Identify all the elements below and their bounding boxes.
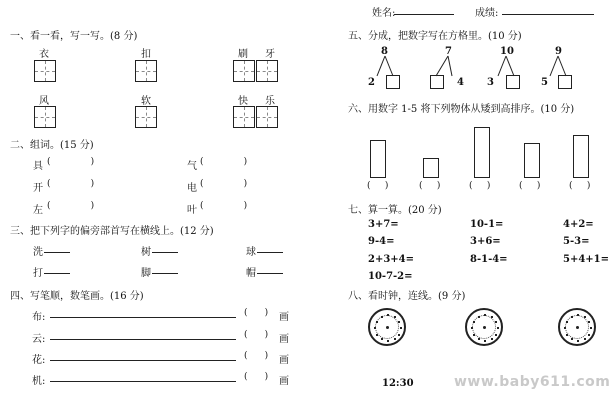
radical-line[interactable] (44, 273, 70, 274)
char-label: 风 (39, 96, 49, 107)
radical-line[interactable] (152, 273, 178, 274)
stroke-count-parens[interactable]: ( ) (244, 372, 269, 382)
unit-label: 画 (279, 312, 289, 323)
name-line[interactable] (394, 14, 454, 15)
height-bar (524, 143, 540, 178)
clock-tick (590, 327, 592, 329)
height-bar (474, 127, 490, 178)
clock-tick (577, 314, 579, 316)
split-given-number: 5 (541, 77, 548, 88)
split-given-number: 2 (368, 77, 375, 88)
stroke-char: 花: (32, 355, 46, 366)
clock-tick (394, 316, 396, 318)
answer-parens[interactable]: ( ) (47, 201, 95, 211)
clock-tick (400, 327, 402, 329)
radical-char: 树 (141, 247, 151, 258)
radical-char: 打 (33, 268, 43, 279)
clock-icon[interactable] (465, 308, 503, 346)
writing-grid[interactable] (34, 106, 56, 128)
clock-tick (387, 314, 389, 316)
stroke-char: 机: (32, 376, 46, 387)
clock-tick (473, 321, 475, 323)
char-label: 刷 (238, 49, 248, 60)
clock-tick (566, 321, 568, 323)
writing-grid[interactable] (256, 60, 278, 82)
height-bar (423, 158, 439, 178)
clock-icon[interactable] (558, 308, 596, 346)
clock-tick (473, 334, 475, 336)
stroke-line[interactable] (50, 381, 236, 382)
char-label: 牙 (265, 49, 275, 60)
clock-tick (566, 334, 568, 336)
name-label: 姓名: (372, 8, 396, 19)
radical-char: 球 (246, 247, 256, 258)
equation[interactable]: 3+7= (368, 219, 399, 230)
answer-parens[interactable]: ( ) (200, 201, 248, 211)
rank-parens[interactable]: ( ) (419, 181, 441, 191)
radical-line[interactable] (44, 252, 70, 253)
answer-parens[interactable]: ( ) (200, 179, 248, 189)
stroke-char: 云: (32, 334, 46, 345)
writing-grid[interactable] (233, 60, 255, 82)
height-bar (573, 135, 589, 178)
clock-tick (387, 340, 389, 342)
stroke-line[interactable] (50, 339, 236, 340)
section3-title: 三、把下列字的偏旁部首写在横线上。(12 分) (10, 226, 214, 237)
watermark: www.baby611.com (454, 374, 610, 390)
split-given-number: 4 (457, 77, 464, 88)
stroke-line[interactable] (50, 360, 236, 361)
clock-tick (497, 327, 499, 329)
clock-tick (478, 338, 480, 340)
equation[interactable]: 4+2= (563, 219, 594, 230)
stroke-count-parens[interactable]: ( ) (244, 330, 269, 340)
clock-tick (398, 321, 400, 323)
split-top-number: 7 (445, 46, 452, 57)
word-char: 具 (33, 161, 43, 172)
char-label: 软 (141, 96, 151, 107)
section2-title: 二、组词。(15 分) (10, 140, 94, 151)
stroke-count-parens[interactable]: ( ) (244, 351, 269, 361)
equation[interactable]: 10-7-2= (368, 271, 413, 282)
equation[interactable]: 8-1-4= (470, 254, 508, 265)
word-char: 开 (33, 183, 43, 194)
equation[interactable]: 10-1= (470, 219, 504, 230)
section4-title: 四、写笔顺，数笔画。(16 分) (10, 291, 144, 302)
clock-tick (588, 334, 590, 336)
radical-line[interactable] (257, 252, 283, 253)
clock-tick (381, 316, 383, 318)
stroke-line[interactable] (50, 317, 236, 318)
time-label[interactable]: 12:30 (382, 378, 414, 389)
split-top-number: 8 (381, 46, 388, 57)
radical-char: 帽 (246, 268, 256, 279)
radical-line[interactable] (257, 273, 283, 274)
clock-tick (484, 314, 486, 316)
rank-parens[interactable]: ( ) (569, 181, 591, 191)
rank-parens[interactable]: ( ) (367, 181, 389, 191)
clock-tick (484, 340, 486, 342)
clock-tick (376, 321, 378, 323)
clock-tick (374, 327, 376, 329)
char-label: 快 (238, 96, 248, 107)
clock-tick (571, 316, 573, 318)
char-label: 衣 (39, 49, 49, 60)
equation[interactable]: 5-3= (563, 236, 590, 247)
rank-parens[interactable]: ( ) (519, 181, 541, 191)
radical-line[interactable] (152, 252, 178, 253)
char-label: 扣 (141, 49, 151, 60)
section6-title: 六、用数字 1-5 将下列物体从矮到高排序。(10 分) (348, 104, 575, 115)
clock-tick (571, 338, 573, 340)
answer-parens[interactable]: ( ) (47, 157, 95, 167)
unit-label: 画 (279, 376, 289, 387)
writing-grid[interactable] (233, 106, 255, 128)
equation[interactable]: 3+6= (470, 236, 501, 247)
section7-title: 七、算一算。(20 分) (348, 205, 442, 216)
radical-char: 洗 (33, 247, 43, 258)
word-char: 气 (187, 161, 197, 172)
answer-parens[interactable]: ( ) (47, 179, 95, 189)
clock-icon[interactable] (368, 308, 406, 346)
clock-tick (588, 321, 590, 323)
clock-tick (584, 338, 586, 340)
radical-char: 脚 (141, 268, 151, 279)
split-given-number: 3 (487, 77, 494, 88)
clock-tick (584, 316, 586, 318)
unit-label: 画 (279, 334, 289, 345)
stroke-count-parens[interactable]: ( ) (244, 308, 269, 318)
split-answer-box[interactable] (430, 75, 444, 89)
section5-title: 五、分成，把数字写在方格里。(10 分) (348, 31, 522, 42)
equation[interactable]: 2+3+4= (368, 254, 415, 265)
clock-tick (471, 327, 473, 329)
rank-parens[interactable]: ( ) (469, 181, 491, 191)
clock-tick (478, 316, 480, 318)
clock-tick (491, 338, 493, 340)
clock-tick (394, 338, 396, 340)
word-char: 叶 (187, 205, 197, 216)
section8-title: 八、看时钟，连线。(9 分) (348, 291, 466, 302)
split-answer-box[interactable] (506, 75, 520, 89)
writing-grid[interactable] (34, 60, 56, 82)
clock-tick (381, 338, 383, 340)
equation[interactable]: 9-4= (368, 236, 395, 247)
equation[interactable]: 5+4+1= (563, 254, 610, 265)
clock-tick (495, 321, 497, 323)
split-answer-box[interactable] (386, 75, 400, 89)
word-char: 左 (33, 205, 43, 216)
height-bar (370, 140, 386, 178)
split-top-number: 10 (500, 46, 514, 57)
split-top-number: 9 (555, 46, 562, 57)
unit-label: 画 (279, 355, 289, 366)
clock-tick (491, 316, 493, 318)
stroke-char: 布: (32, 312, 46, 323)
score-label: 成绩: (475, 8, 499, 19)
answer-parens[interactable]: ( ) (200, 157, 248, 167)
char-label: 乐 (265, 96, 275, 107)
word-char: 电 (187, 183, 197, 194)
writing-grid[interactable] (135, 106, 157, 128)
clock-tick (577, 340, 579, 342)
clock-tick (398, 334, 400, 336)
clock-tick (495, 334, 497, 336)
writing-grid[interactable] (256, 106, 278, 128)
clock-tick (564, 327, 566, 329)
clock-tick (376, 334, 378, 336)
writing-grid[interactable] (135, 60, 157, 82)
split-answer-box[interactable] (558, 75, 572, 89)
section1-title: 一、看一看，写一写。(8 分) (10, 31, 138, 42)
score-line[interactable] (502, 14, 594, 15)
